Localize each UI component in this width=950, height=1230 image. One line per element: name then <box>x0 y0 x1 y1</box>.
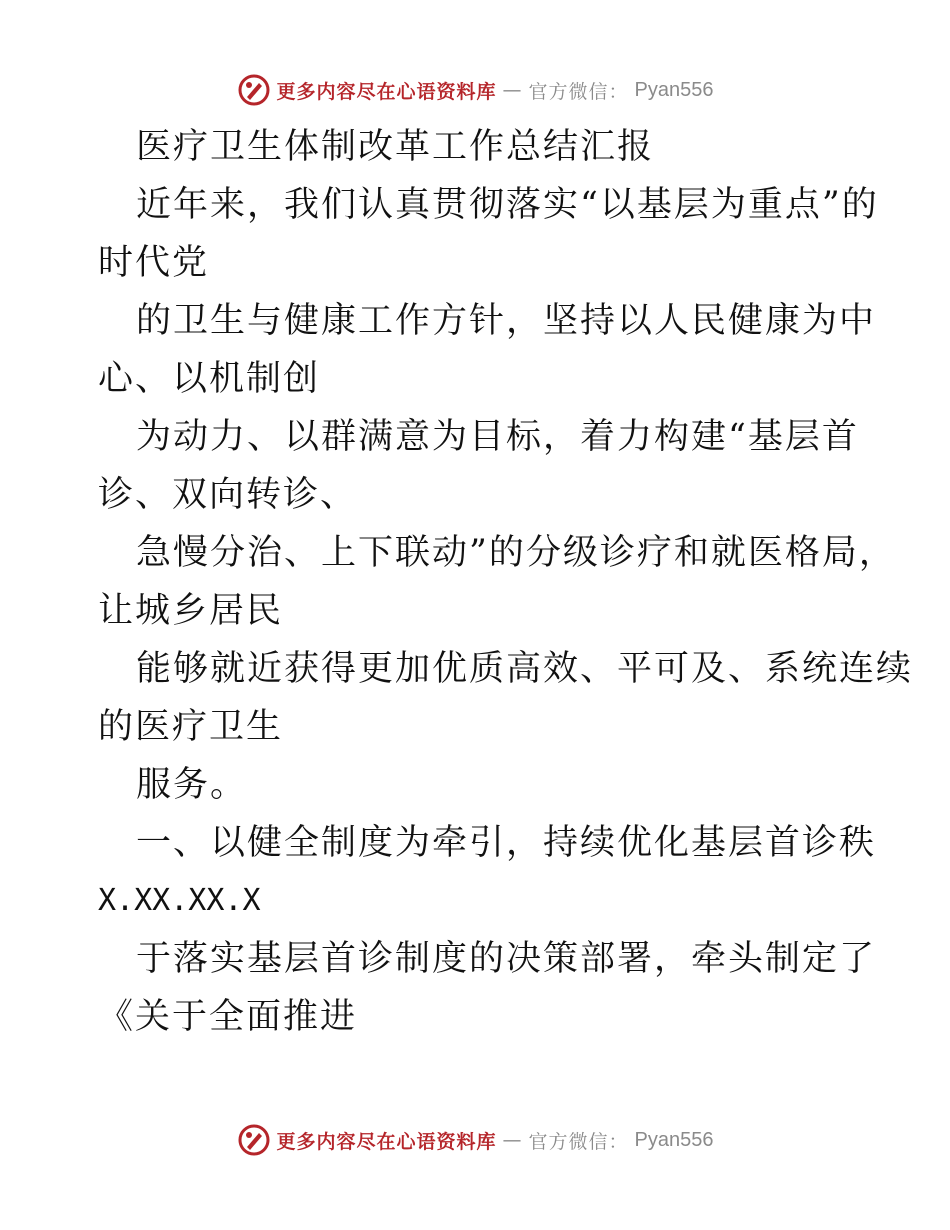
banner-dash: — <box>502 1129 523 1151</box>
banner-red-text: 更多内容尽在心语资料库 <box>276 1130 497 1153</box>
banner-gray-text: 官方微信： <box>528 80 629 103</box>
paragraph-line: 的医疗卫生 <box>98 707 284 747</box>
document-title: 医疗卫生体制改革工作总结汇报 <box>136 127 655 167</box>
paragraph-line: 能够就近获得更加优质高效、平可及、系统连续 <box>136 649 914 689</box>
paragraph-line: 诊、双向转诊、 <box>98 475 358 515</box>
section-heading: 一、以健全制度为牵引，持续优化基层首诊秩 <box>136 823 877 863</box>
banner-dash: — <box>502 79 523 101</box>
banner-wechat-id: Pyan556 <box>634 1128 714 1151</box>
paragraph-line: 近年来，我们认真贯彻落实“以基层为重点”的 <box>136 185 879 225</box>
paragraph-line: X.XX.XX.X <box>98 883 261 918</box>
paragraph-line: 为动力、以群满意为目标，着力构建“基层首 <box>136 417 859 457</box>
banner-red-text: 更多内容尽在心语资料库 <box>276 80 497 103</box>
footer-banner <box>0 1120 950 1160</box>
paragraph-line: 让城乡居民 <box>98 591 284 631</box>
header-banner <box>0 70 950 110</box>
paragraph-line: 急慢分治、上下联动”的分级诊疗和就医格局， <box>136 533 896 573</box>
paragraph-line: 《关于全面推进 <box>98 997 358 1037</box>
paragraph-line: 的卫生与健康工作方针，坚持以人民健康为中 <box>136 301 877 341</box>
pen-seal-icon <box>237 1123 271 1157</box>
document-body <box>98 118 914 1046</box>
paragraph-line: 于落实基层首诊制度的决策部署，牵头制定了 <box>136 939 877 979</box>
paragraph-line: 服务。 <box>136 765 248 805</box>
paragraph-line: 心、以机制创 <box>98 359 321 399</box>
pen-seal-icon <box>237 73 271 107</box>
banner-wechat-id: Pyan556 <box>634 78 714 101</box>
banner-gray-text: 官方微信： <box>528 1130 629 1153</box>
paragraph-line: 时代党 <box>98 243 210 283</box>
